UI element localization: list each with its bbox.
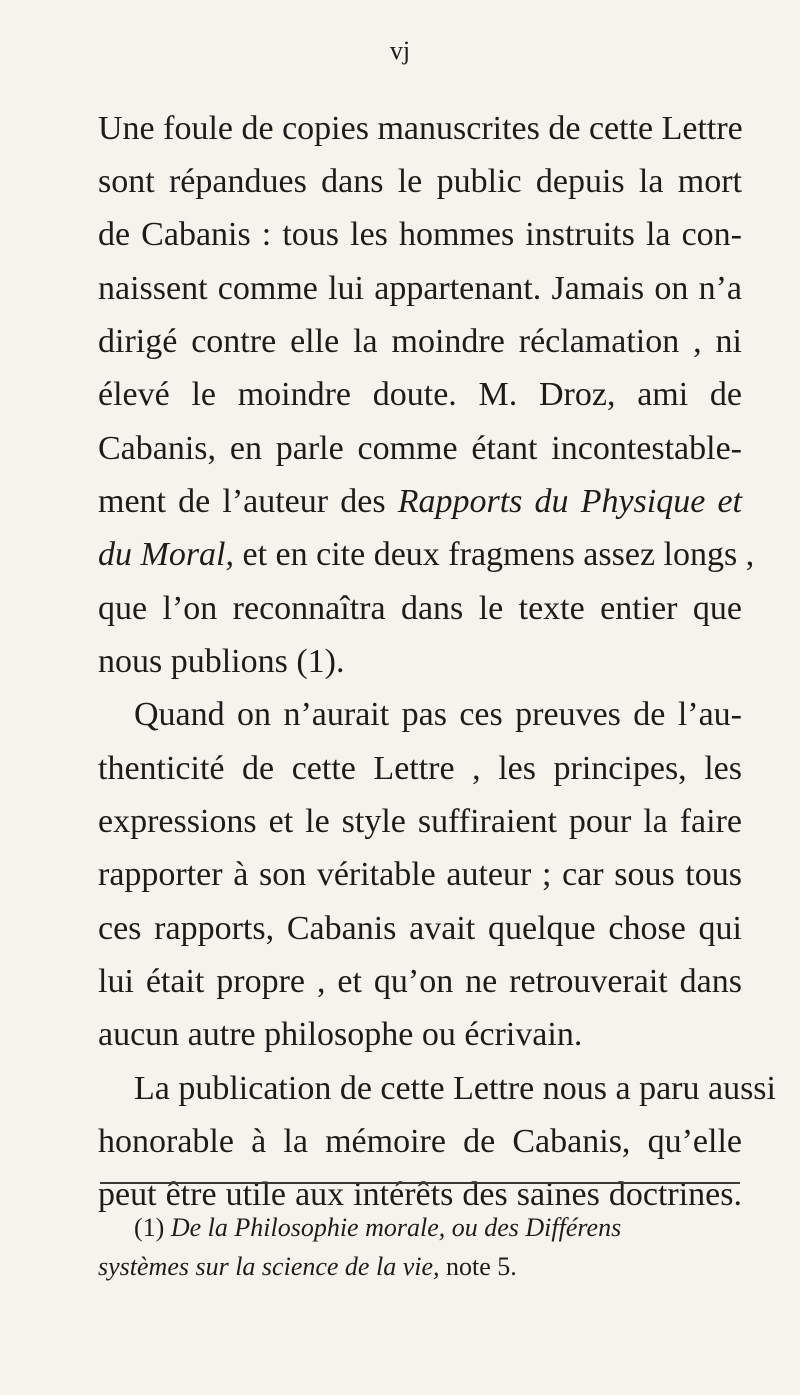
text-line: honorable à la mémoire de Cabanis, qu’elle [98, 1123, 742, 1160]
text-line [98, 477, 742, 527]
footnote-reference: note 5. [446, 1252, 517, 1281]
text-line: nous publions (1). [98, 643, 345, 680]
text-line: sont répandues dans le public depuis la mort [98, 163, 742, 200]
text-line: Une foule de copies manuscrites de cette Lettre [98, 110, 743, 147]
footnote-title: De la Philosophie morale, ou des Différens [170, 1213, 622, 1242]
text-line: Cabanis, en parle comme étant incontestable- [98, 430, 742, 467]
footnote-separator [100, 1182, 740, 1184]
footnote-line [98, 1247, 758, 1287]
footnote-line [134, 1208, 794, 1248]
text-line [98, 530, 755, 580]
text-line: naissent comme lui appartenant. Jamais on n’a [98, 270, 742, 307]
text-line: dirigé contre elle la moindre réclamation , ni [98, 323, 742, 360]
italic-title: Rapports du Physique et [397, 483, 743, 520]
italic-title: du Moral, [98, 536, 234, 573]
text-line: ces rapports, Cabanis avait quelque chose qui [98, 910, 742, 947]
text-line: aucun autre philosophe ou écrivain. [98, 1016, 583, 1053]
paragraph-start-line: Quand on n’aurait pas ces preuves de l’au- [134, 696, 742, 733]
footnote-marker: (1) [134, 1213, 165, 1242]
text-line: que l’on reconnaîtra dans le texte entier que [98, 590, 742, 627]
text-line: thenticité de cette Lettre , les principes, les [98, 750, 742, 787]
text-line: expressions et le style suffiraient pour la faire [98, 803, 742, 840]
text-line: peut être utile aux intérêts des saines doctrines. [98, 1176, 742, 1213]
footnote-title: systèmes sur la science de la vie, [98, 1252, 440, 1281]
text-line: élevé le moindre doute. M. Droz, ami de [98, 376, 742, 413]
text-segment: et en cite deux fragmens assez longs , [242, 536, 755, 573]
page-number: vj [389, 36, 411, 65]
text-line: lui était propre , et qu’on ne retrouverait dans [98, 963, 742, 1000]
paragraph-start-line: La publication de cette Lettre nous a paru aussi [134, 1070, 776, 1107]
text-line: de Cabanis : tous les hommes instruits la con- [98, 216, 742, 253]
text-line: rapporter à son véritable auteur ; car sous tous [98, 856, 742, 893]
text-segment: ment de l’auteur des [98, 483, 386, 520]
